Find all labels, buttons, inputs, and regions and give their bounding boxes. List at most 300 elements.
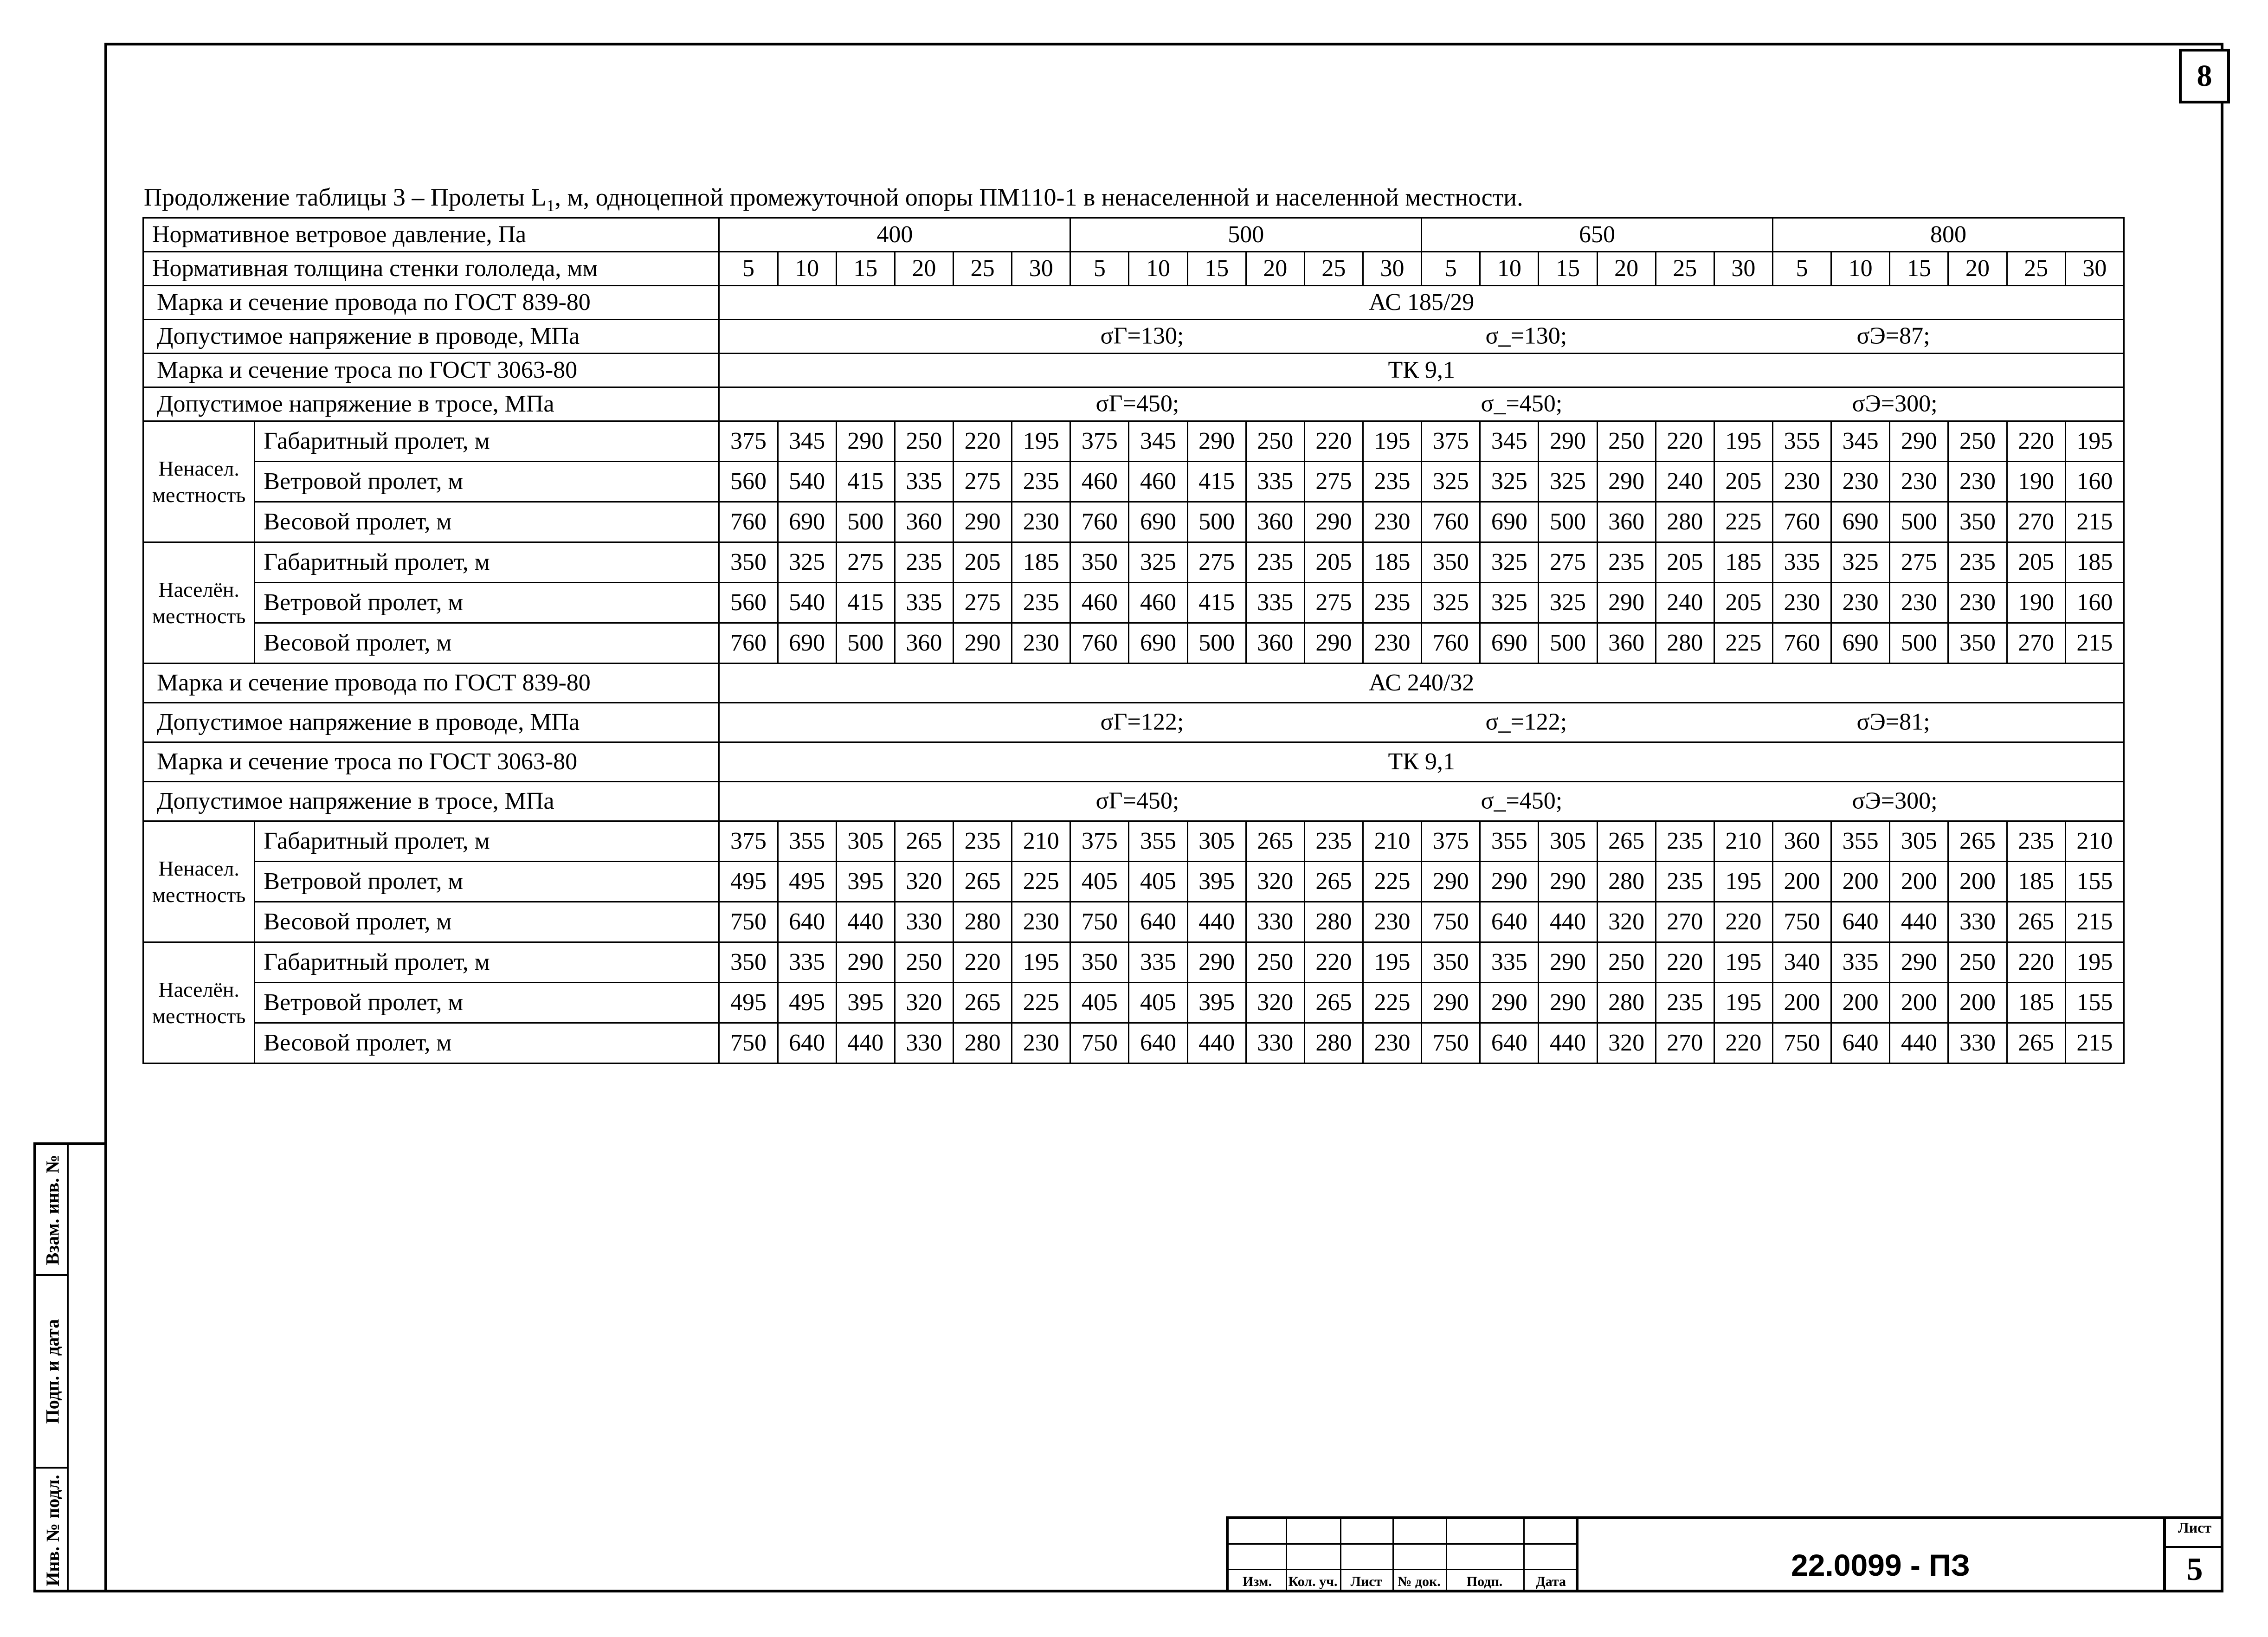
span-value: 640 (778, 1023, 836, 1063)
span-value: 560 (719, 583, 778, 623)
span-value: 225 (1714, 623, 1772, 664)
span-value: 290 (836, 421, 895, 462)
span-type-label: Весовой пролет, м (255, 902, 719, 942)
span-value: 200 (1831, 983, 1890, 1023)
page-number: 8 (2179, 49, 2230, 103)
span-value: 250 (895, 421, 953, 462)
span-value: 235 (1363, 462, 1421, 502)
span-value: 350 (719, 542, 778, 583)
span-value: 275 (1187, 542, 1246, 583)
col-label-change: Изм. (1243, 1574, 1272, 1589)
span-value: 440 (1890, 1023, 1948, 1063)
span-value: 290 (1480, 862, 1539, 902)
wire-grade-label: Марка и сечение провода по ГОСТ 839-80 (143, 286, 719, 320)
caption-rest: , м, одноцепной промежуточной опоры ПМ110-1 в ненаселенной и населенной местности. (554, 183, 1523, 211)
span-value: 495 (719, 862, 778, 902)
span-value: 325 (778, 542, 836, 583)
span-value: 360 (1772, 821, 1831, 862)
wire-stress-item: σ_=122; (1485, 709, 1567, 735)
span-value: 205 (1714, 462, 1772, 502)
span-value: 225 (1363, 983, 1421, 1023)
span-value: 640 (778, 902, 836, 942)
spans-table (142, 217, 2125, 1064)
span-value: 350 (1422, 942, 1480, 983)
table-row (143, 703, 2124, 742)
span-value: 335 (1772, 542, 1831, 583)
span-value: 235 (2007, 821, 2065, 862)
span-value: 230 (1363, 1023, 1421, 1063)
span-value: 395 (1187, 983, 1246, 1023)
span-value: 200 (1890, 983, 1948, 1023)
ice-thickness-value: 20 (1597, 252, 1656, 286)
table-row (143, 387, 2124, 421)
table-row (143, 421, 2124, 462)
ice-thickness-value: 5 (719, 252, 778, 286)
span-value: 690 (1480, 502, 1539, 542)
span-value: 640 (1831, 1023, 1890, 1063)
ice-thickness-value: 15 (1539, 252, 1597, 286)
span-value: 215 (2065, 623, 2124, 664)
span-value: 500 (836, 623, 895, 664)
span-value: 265 (1597, 821, 1656, 862)
ice-thickness-value: 10 (778, 252, 836, 286)
span-value: 270 (1656, 902, 1714, 942)
span-value: 290 (1539, 862, 1597, 902)
span-value: 460 (1129, 583, 1187, 623)
table-row (143, 983, 2124, 1023)
span-value: 330 (895, 902, 953, 942)
span-value: 270 (2007, 502, 2065, 542)
span-value: 325 (1129, 542, 1187, 583)
side-cell-inv (36, 1469, 69, 1592)
span-value: 230 (1363, 623, 1421, 664)
span-value: 215 (2065, 502, 2124, 542)
span-value: 280 (954, 902, 1012, 942)
caption-main: Продолжение таблицы 3 – Пролеты L (144, 183, 547, 211)
ice-thickness-value: 5 (1772, 252, 1831, 286)
span-value: 225 (1012, 862, 1070, 902)
span-value: 280 (1597, 862, 1656, 902)
span-type-label: Ветровой пролет, м (255, 983, 719, 1023)
span-type-label: Ветровой пролет, м (255, 462, 719, 502)
span-value: 325 (1480, 583, 1539, 623)
span-value: 760 (1422, 623, 1480, 664)
span-value: 160 (2065, 462, 2124, 502)
span-value: 305 (836, 821, 895, 862)
span-value: 195 (1363, 942, 1421, 983)
span-value: 340 (1772, 942, 1831, 983)
span-type-label: Ветровой пролет, м (255, 862, 719, 902)
span-value: 360 (1246, 623, 1304, 664)
ice-thickness-value: 10 (1480, 252, 1539, 286)
table-row (143, 218, 2124, 252)
span-value: 185 (2007, 983, 2065, 1023)
span-value: 290 (1597, 583, 1656, 623)
span-type-label: Габаритный пролет, м (255, 542, 719, 583)
table-row (143, 664, 2124, 703)
span-value: 350 (1948, 502, 2007, 542)
span-value: 280 (1656, 502, 1714, 542)
table-row (143, 542, 2124, 583)
span-value: 190 (2007, 583, 2065, 623)
span-value: 200 (1772, 862, 1831, 902)
span-value: 560 (719, 462, 778, 502)
span-value: 375 (719, 421, 778, 462)
table-row (143, 354, 2124, 387)
span-value: 205 (1304, 542, 1363, 583)
wire-stress-value (719, 703, 2124, 742)
span-value: 185 (2007, 862, 2065, 902)
span-value: 230 (1012, 1023, 1070, 1063)
span-value: 690 (778, 623, 836, 664)
span-value: 460 (1129, 462, 1187, 502)
ice-thickness-value: 25 (2007, 252, 2065, 286)
cable-grade-label: Марка и сечение троса по ГОСТ 3063-80 (143, 742, 719, 782)
span-value: 320 (895, 862, 953, 902)
span-value: 290 (1304, 502, 1363, 542)
side-label-replace: Взам. инв. № (42, 1154, 63, 1265)
span-value: 375 (1422, 821, 1480, 862)
span-value: 345 (1831, 421, 1890, 462)
span-value: 405 (1129, 983, 1187, 1023)
span-value: 320 (1246, 862, 1304, 902)
span-value: 250 (1246, 421, 1304, 462)
span-value: 750 (1772, 902, 1831, 942)
span-value: 205 (2007, 542, 2065, 583)
span-value: 305 (1187, 821, 1246, 862)
span-value: 360 (895, 623, 953, 664)
span-value: 250 (1948, 942, 2007, 983)
locality-group-label: Населён. местность (143, 542, 255, 664)
locality-group-label: Ненасел. местность (143, 821, 255, 942)
span-value: 750 (719, 1023, 778, 1063)
span-value: 395 (836, 983, 895, 1023)
col-label-count: Кол. уч. (1288, 1574, 1338, 1589)
span-value: 540 (778, 462, 836, 502)
span-value: 320 (895, 983, 953, 1023)
span-value: 290 (1597, 462, 1656, 502)
cable-grade-value: ТК 9,1 (719, 742, 2124, 782)
span-value: 495 (778, 862, 836, 902)
span-value: 325 (1539, 583, 1597, 623)
span-value: 325 (1831, 542, 1890, 583)
span-value: 290 (954, 502, 1012, 542)
wind-pressure-value: 650 (1422, 218, 1773, 252)
span-value: 495 (719, 983, 778, 1023)
ice-thickness-value: 15 (1187, 252, 1246, 286)
span-value: 195 (1714, 983, 1772, 1023)
span-value: 275 (1539, 542, 1597, 583)
span-value: 275 (954, 462, 1012, 502)
span-value: 220 (1304, 942, 1363, 983)
span-value: 350 (719, 942, 778, 983)
span-value: 345 (778, 421, 836, 462)
span-value: 495 (778, 983, 836, 1023)
table-row (143, 320, 2124, 354)
span-value: 440 (836, 902, 895, 942)
span-value: 330 (1948, 902, 2007, 942)
span-value: 195 (1714, 942, 1772, 983)
span-value: 330 (1246, 902, 1304, 942)
span-value: 220 (954, 421, 1012, 462)
side-cell-sign (36, 1276, 69, 1469)
span-value: 155 (2065, 862, 2124, 902)
span-value: 265 (1948, 821, 2007, 862)
span-value: 750 (1772, 1023, 1831, 1063)
span-value: 335 (1129, 942, 1187, 983)
span-value: 290 (1480, 983, 1539, 1023)
ice-thickness-value: 25 (1656, 252, 1714, 286)
span-value: 690 (778, 502, 836, 542)
span-value: 760 (1422, 502, 1480, 542)
span-value: 330 (1246, 1023, 1304, 1063)
span-value: 230 (1948, 462, 2007, 502)
table-row (143, 583, 2124, 623)
span-value: 210 (1363, 821, 1421, 862)
span-value: 690 (1129, 623, 1187, 664)
span-value: 335 (778, 942, 836, 983)
table-row (143, 902, 2124, 942)
span-value: 275 (1304, 462, 1363, 502)
span-value: 230 (1012, 502, 1070, 542)
span-value: 395 (1187, 862, 1246, 902)
span-value: 185 (1363, 542, 1421, 583)
col-label-sign: Подп. (1466, 1574, 1503, 1589)
span-value: 325 (1422, 462, 1480, 502)
wire-stress-item: σЭ=87; (1856, 322, 1930, 349)
span-value: 500 (1890, 502, 1948, 542)
span-value: 405 (1070, 983, 1129, 1023)
locality-group-label: Населён. местность (143, 942, 255, 1063)
span-value: 320 (1597, 902, 1656, 942)
cable-stress-item: σГ=450; (1095, 787, 1179, 814)
span-type-label: Габаритный пролет, м (255, 942, 719, 983)
span-value: 290 (1539, 421, 1597, 462)
side-stamp (33, 1142, 104, 1592)
span-value: 350 (1070, 542, 1129, 583)
span-value: 350 (1422, 542, 1480, 583)
span-value: 280 (954, 1023, 1012, 1063)
span-value: 345 (1129, 421, 1187, 462)
span-value: 250 (1597, 421, 1656, 462)
span-value: 690 (1831, 502, 1890, 542)
span-value: 195 (2065, 421, 2124, 462)
span-value: 375 (1070, 421, 1129, 462)
span-value: 235 (1597, 542, 1656, 583)
table-row (143, 782, 2124, 821)
ice-thickness-value: 15 (1890, 252, 1948, 286)
span-value: 405 (1129, 862, 1187, 902)
cable-stress-item: σ_=450; (1481, 787, 1563, 814)
wind-pressure-value: 800 (1772, 218, 2124, 252)
span-value: 185 (2065, 542, 2124, 583)
span-value: 350 (1948, 623, 2007, 664)
wire-grade-value: АС 185/29 (719, 286, 2124, 320)
span-value: 750 (1070, 902, 1129, 942)
span-value: 540 (778, 583, 836, 623)
span-value: 500 (836, 502, 895, 542)
span-value: 415 (1187, 583, 1246, 623)
span-value: 750 (719, 902, 778, 942)
span-value: 215 (2065, 902, 2124, 942)
span-value: 235 (1012, 583, 1070, 623)
span-type-label: Весовой пролет, м (255, 502, 719, 542)
sheet-box (2163, 1516, 2223, 1592)
wire-grade-value: АС 240/32 (719, 664, 2124, 703)
span-value: 750 (1070, 1023, 1129, 1063)
span-value: 460 (1070, 583, 1129, 623)
span-value: 265 (1304, 983, 1363, 1023)
span-value: 335 (1246, 583, 1304, 623)
span-value: 210 (1012, 821, 1070, 862)
wind-pressure-value: 500 (1070, 218, 1422, 252)
span-value: 375 (719, 821, 778, 862)
span-value: 195 (1363, 421, 1421, 462)
caption-sub: 1 (546, 196, 555, 215)
span-value: 265 (1246, 821, 1304, 862)
span-value: 460 (1070, 462, 1129, 502)
span-value: 280 (1304, 902, 1363, 942)
document-code: 22.0099 - ПЗ (1791, 1548, 1971, 1582)
span-value: 355 (1480, 821, 1539, 862)
span-value: 500 (1890, 623, 1948, 664)
span-value: 265 (2007, 1023, 2065, 1063)
wire-stress-item: σГ=130; (1100, 322, 1184, 349)
table-row (143, 942, 2124, 983)
span-value: 230 (1890, 583, 1948, 623)
span-value: 275 (954, 583, 1012, 623)
span-value: 230 (1772, 583, 1831, 623)
span-value: 760 (1772, 502, 1831, 542)
sheet-number: 5 (2166, 1546, 2223, 1592)
span-value: 235 (1246, 542, 1304, 583)
span-value: 200 (1772, 983, 1831, 1023)
ice-thickness-value: 20 (1246, 252, 1304, 286)
cable-grade-label: Марка и сечение троса по ГОСТ 3063-80 (143, 354, 719, 387)
span-value: 220 (1304, 421, 1363, 462)
span-value: 225 (1012, 983, 1070, 1023)
span-value: 330 (895, 1023, 953, 1063)
span-value: 240 (1656, 583, 1714, 623)
span-value: 230 (1363, 902, 1421, 942)
cable-stress-item: σГ=450; (1095, 390, 1179, 417)
span-value: 290 (1187, 942, 1246, 983)
span-value: 250 (1597, 942, 1656, 983)
wind-pressure-label: Нормативное ветровое давление, Па (143, 218, 719, 252)
span-value: 375 (1422, 421, 1480, 462)
span-value: 205 (1714, 583, 1772, 623)
span-value: 195 (1714, 862, 1772, 902)
span-value: 290 (954, 623, 1012, 664)
span-value: 220 (1656, 421, 1714, 462)
span-value: 405 (1070, 862, 1129, 902)
table-row (143, 623, 2124, 664)
ice-thickness-value: 10 (1129, 252, 1187, 286)
span-value: 250 (1246, 942, 1304, 983)
span-value: 190 (2007, 462, 2065, 502)
span-value: 360 (895, 502, 953, 542)
span-value: 155 (2065, 983, 2124, 1023)
span-value: 195 (1714, 421, 1772, 462)
span-value: 350 (1070, 942, 1129, 983)
cable-stress-item: σ_=450; (1481, 390, 1563, 417)
span-value: 220 (1714, 902, 1772, 942)
span-value: 640 (1129, 902, 1187, 942)
title-block (1226, 1516, 2223, 1592)
ice-thickness-label: Нормативная толщина стенки гололеда, мм (143, 252, 719, 286)
wire-stress-label: Допустимое напряжение в проводе, МПа (143, 703, 719, 742)
span-value: 290 (1304, 623, 1363, 664)
span-value: 335 (1480, 942, 1539, 983)
sheet-label: Лист (2178, 1519, 2212, 1536)
span-value: 760 (719, 502, 778, 542)
span-value: 235 (1304, 821, 1363, 862)
span-value: 290 (1890, 421, 1948, 462)
col-label-date: Дата (1536, 1574, 1566, 1589)
span-value: 355 (1772, 421, 1831, 462)
span-value: 690 (1129, 502, 1187, 542)
span-value: 235 (954, 821, 1012, 862)
span-value: 275 (1304, 583, 1363, 623)
span-value: 440 (1187, 902, 1246, 942)
span-value: 690 (1480, 623, 1539, 664)
span-value: 225 (1363, 862, 1421, 902)
ice-thickness-value: 25 (954, 252, 1012, 286)
ice-thickness-value: 15 (836, 252, 895, 286)
span-value: 270 (2007, 623, 2065, 664)
ice-thickness-value: 30 (1012, 252, 1070, 286)
span-value: 360 (1597, 623, 1656, 664)
ice-thickness-value: 20 (895, 252, 953, 286)
ice-thickness-value: 10 (1831, 252, 1890, 286)
wire-stress-item: σЭ=81; (1856, 709, 1930, 735)
span-value: 500 (1539, 502, 1597, 542)
table-row (143, 862, 2124, 902)
span-value: 230 (1948, 583, 2007, 623)
span-value: 270 (1656, 1023, 1714, 1063)
span-value: 235 (1656, 821, 1714, 862)
wind-pressure-value: 400 (719, 218, 1070, 252)
span-value: 325 (1539, 462, 1597, 502)
table-row (143, 286, 2124, 320)
span-value: 230 (1363, 502, 1421, 542)
span-value: 320 (1597, 1023, 1656, 1063)
cable-stress-item: σЭ=300; (1852, 390, 1938, 417)
span-value: 200 (1948, 983, 2007, 1023)
span-value: 265 (895, 821, 953, 862)
span-value: 280 (1304, 1023, 1363, 1063)
span-value: 290 (1890, 942, 1948, 983)
span-value: 280 (1597, 983, 1656, 1023)
wire-grade-label: Марка и сечение провода по ГОСТ 839-80 (143, 664, 719, 703)
span-value: 290 (1187, 421, 1246, 462)
span-value: 290 (836, 942, 895, 983)
span-value: 220 (2007, 421, 2065, 462)
cable-stress-value (719, 782, 2124, 821)
span-value: 500 (1539, 623, 1597, 664)
span-value: 250 (1948, 421, 2007, 462)
span-value: 230 (1772, 462, 1831, 502)
span-value: 360 (1597, 502, 1656, 542)
span-type-label: Весовой пролет, м (255, 623, 719, 664)
ice-thickness-value: 25 (1304, 252, 1363, 286)
span-value: 320 (1246, 983, 1304, 1023)
table-row (143, 1023, 2124, 1063)
ice-thickness-value: 30 (2065, 252, 2124, 286)
span-value: 355 (778, 821, 836, 862)
span-value: 240 (1656, 462, 1714, 502)
span-value: 440 (1187, 1023, 1246, 1063)
